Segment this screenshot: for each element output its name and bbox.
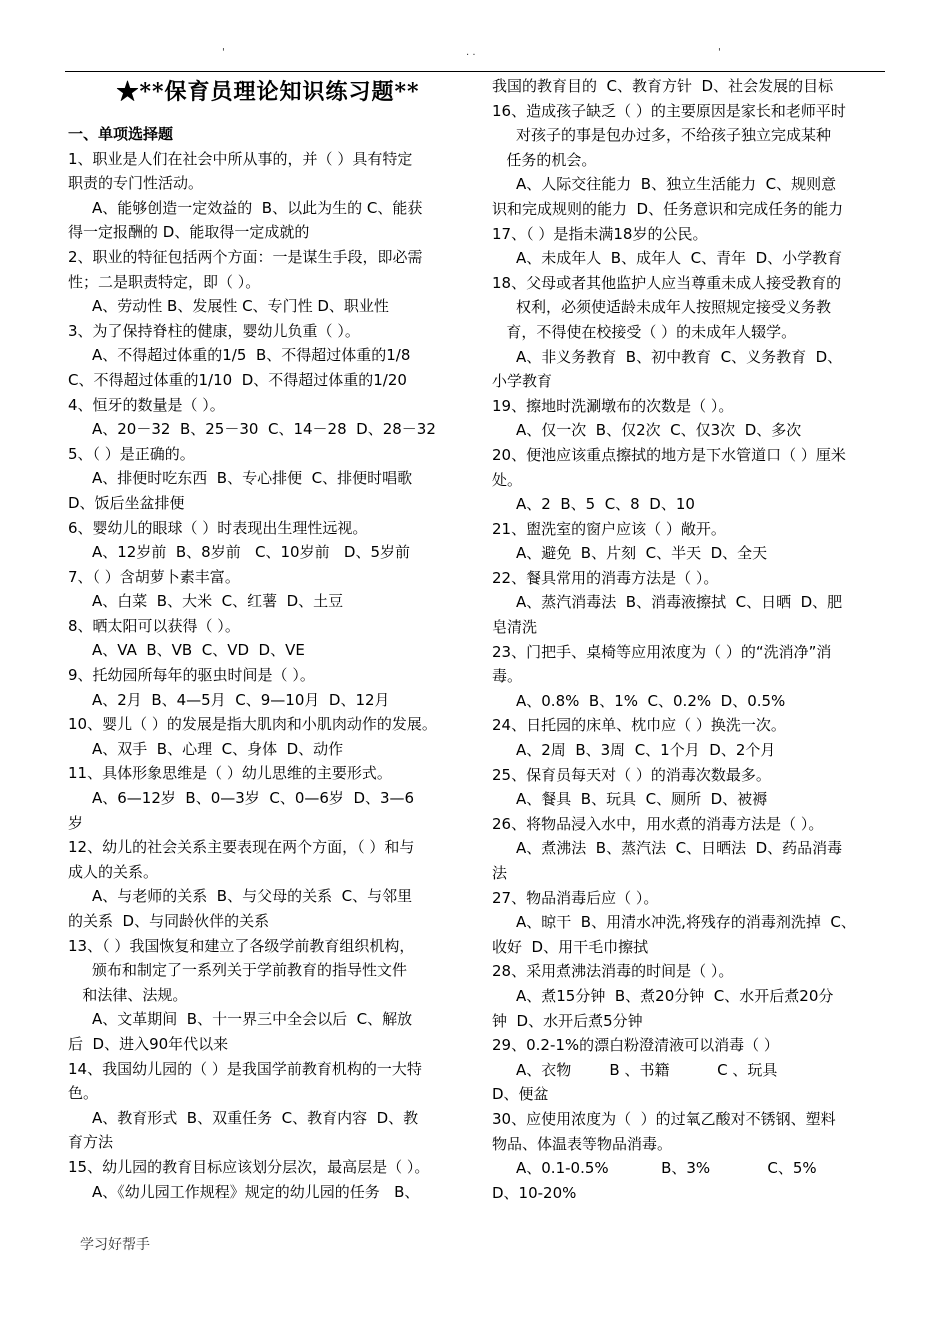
text-line: 色。 xyxy=(68,1084,99,1103)
text-line: 得一定报酬的 D、能取得一定成就的 xyxy=(68,223,310,242)
text-line: 21、盥洗室的窗户应该（ ）敞开。 xyxy=(492,519,726,538)
text-line: 成人的关系。 xyxy=(68,862,159,881)
text-line: A、与老师的关系 B、与父母的关系 C、与邻里 xyxy=(92,887,413,906)
text-line: 6、婴幼儿的眼球（ ）时表现出生理性远视。 xyxy=(68,518,368,537)
text-line: A、2 B、5 C、8 D、10 xyxy=(516,495,695,514)
text-line: 1、职业是人们在社会中所从事的，并（ ）具有特定 xyxy=(68,149,413,168)
text-line: 13、（ ）我国恢复和建立了各级学前教育组织机构， xyxy=(68,936,415,955)
header-mark-center: . . xyxy=(466,47,476,58)
section-heading: 一、单项选择题 xyxy=(68,125,174,143)
text-line: 27、物品消毒后应（ ）。 xyxy=(492,888,659,907)
text-line: 任务的机会。 xyxy=(492,150,597,169)
text-line: 26、将物品浸入水中，用水煮的消毒方法是（ ）。 xyxy=(492,814,824,833)
text-line: A、蒸汽消毒法 B、消毒液擦拭 C、日晒 D、肥 xyxy=(516,593,843,612)
text-line: C、不得超过体重的1/10 D、不得超过体重的1/20 xyxy=(68,370,407,389)
text-line: 8、晒太阳可以获得（ ）。 xyxy=(68,616,240,635)
text-line: 30、应使用浓度为（ ）的过氧乙酸对不锈钢、塑料 xyxy=(492,1109,836,1128)
header-marks xyxy=(0,48,950,62)
text-line: 23、门把手、桌椅等应用浓度为（ ）的“洗消净”消 xyxy=(492,642,832,661)
text-line: 毒。 xyxy=(492,667,523,686)
text-line: 17、（ ）是指未满18岁的公民。 xyxy=(492,224,708,243)
text-line: 15、幼儿园的教育目标应该划分层次，最高层是（ ）。 xyxy=(68,1157,430,1176)
text-line: A、2周 B、3周 C、1个月 D、2个月 xyxy=(516,741,776,760)
text-line: 20、便池应该重点擦拭的地方是下水管道口（ ）厘米 xyxy=(492,445,846,464)
text-line: 11、具体形象思维是（ ）幼儿思维的主要形式。 xyxy=(68,764,392,783)
text-line: 9、托幼园所每年的驱虫时间是（ ）。 xyxy=(68,666,315,685)
text-line: 小学教育 xyxy=(492,372,553,391)
text-line: A、6—12岁 B、0—3岁 C、0—6岁 D、3—6 xyxy=(92,789,415,808)
text-line: A、文革期间 B、十一界三中全会以后 C、解放 xyxy=(92,1010,413,1029)
text-line: 25、保育员每天对（ ）的消毒次数最多。 xyxy=(492,765,771,784)
text-line: A、2月 B、4—5月 C、9—10月 D、12月 xyxy=(92,690,390,709)
text-line: 我国的教育目的 C、教育方针 D、社会发展的目标 xyxy=(492,77,834,95)
text-line: 10、婴儿（ ）的发展是指大肌肉和小肌肉动作的发展。 xyxy=(68,715,437,734)
text-line: 职责的专门性活动。 xyxy=(68,174,204,193)
text-line: 28、采用煮沸法消毒的时间是（ ）。 xyxy=(492,962,734,981)
text-line: 物品、体温表等物品消毒。 xyxy=(492,1134,673,1153)
text-line: D、饭后坐盆排便 xyxy=(68,493,185,512)
text-line: A、煮沸法 B、蒸汽法 C、日晒法 D、药品消毒 xyxy=(516,839,843,858)
text-line: 岁 xyxy=(68,813,84,832)
right-column xyxy=(492,74,892,1205)
text-line: A、餐具 B、玩具 C、厕所 D、被褥 xyxy=(516,790,768,809)
text-line: 处。 xyxy=(492,470,523,489)
text-line: 皂清洗 xyxy=(492,618,538,637)
page-title: ★**保育员理论知识练习题** xyxy=(116,79,420,105)
right-question-list xyxy=(492,74,892,1205)
text-line: 7、（ ）含胡萝卜素丰富。 xyxy=(68,567,240,586)
text-line: 钟 D、水开后煮5分钟 xyxy=(492,1011,643,1030)
text-line: 3、为了保持脊柱的健康，婴幼儿负重（ ）。 xyxy=(68,321,360,340)
text-line: A、白菜 B、大米 C、红薯 D、土豆 xyxy=(92,592,344,611)
text-line: 12、幼儿的社会关系主要表现在两个方面，（ ）和与 xyxy=(68,838,415,857)
text-line: A、《幼儿园工作规程》规定的幼儿园的任务 B、 xyxy=(92,1182,420,1201)
text-line: A、非义务教育 B、初中教育 C、义务教育 D、 xyxy=(516,347,843,366)
text-line: A、排便时吃东西 B、专心排便 C、排便时唱歌 xyxy=(92,469,413,488)
text-line: 18、父母或者其他监护人应当尊重未成人接受教育的 xyxy=(492,273,842,292)
text-line: A、人际交往能力 B、独立生活能力 C、规则意 xyxy=(516,175,837,194)
text-line: 收好 D、用干毛巾擦拭 xyxy=(492,937,649,956)
text-line: D、便盆 xyxy=(492,1085,549,1104)
text-line: A、避免 B、片刻 C、半天 D、全天 xyxy=(516,544,768,563)
text-line: 16、造成孩子缺乏（ ）的主要原因是家长和老师平时 xyxy=(492,101,846,120)
text-line: A、未成年人 B、成年人 C、青年 D、小学教育 xyxy=(516,249,843,268)
text-line: D、10-20% xyxy=(492,1183,577,1202)
text-line: 14、我国幼儿园的（ ）是我国学前教育机构的一大特 xyxy=(68,1059,422,1078)
text-line: A、0.8% B、1% C、0.2% D、0.5% xyxy=(516,691,786,710)
text-line: 和法律、法规。 xyxy=(68,985,188,1004)
text-line: A、12岁前 B、8岁前 C、10岁前 D、5岁前 xyxy=(92,543,410,562)
text-line: 22、餐具常用的消毒方法是（ ）。 xyxy=(492,568,719,587)
text-line: A、不得超过体重的1/5 B、不得超过体重的1/8 xyxy=(92,346,411,365)
text-line: 识和完成规则的能力 D、任务意识和完成任务的能力 xyxy=(492,199,844,218)
left-column xyxy=(68,76,468,1204)
text-line: A、教育形式 B、双重任务 C、教育内容 D、教 xyxy=(92,1108,419,1127)
text-line: 的关系 D、与同龄伙伴的关系 xyxy=(68,912,270,930)
text-line: A、双手 B、心理 C、身体 D、动作 xyxy=(92,739,344,758)
text-line: A、煮15分钟 B、煮20分钟 C、水开后煮20分 xyxy=(516,986,834,1005)
header-mark-right: ' xyxy=(718,47,721,58)
text-line: A、VA B、VB C、VD D、VE xyxy=(92,641,305,660)
text-line: 29、0.2-1%的漂白粉澄清液可以消毒（ ） xyxy=(492,1036,779,1055)
text-line: 4、恒牙的数量是（ ）。 xyxy=(68,395,225,414)
text-line: 对孩子的事是包办过多，不给孩子独立完成某种 xyxy=(516,126,832,145)
text-line: A、衣物 B 、书籍 C 、玩具 xyxy=(516,1060,778,1079)
text-line: 24、日托园的床单、枕巾应（ ）换洗一次。 xyxy=(492,716,786,735)
text-line: 后 D、进入90年代以来 xyxy=(68,1034,229,1053)
text-line: 5、（ ）是正确的。 xyxy=(68,444,195,463)
text-line: A、能够创造一定效益的 B、以此为生的 C、能获 xyxy=(92,198,423,217)
text-line: A、劳动性 B、发展性 C、专门性 D、职业性 xyxy=(92,297,389,316)
text-line: A、0.1-0.5% B、3% C、5% xyxy=(516,1159,817,1178)
header-rule xyxy=(65,71,885,72)
text-line: A、仅一次 B、仅2次 C、仅3次 D、多次 xyxy=(516,421,802,440)
left-question-list xyxy=(68,147,468,1205)
text-line: 权利，必须使适龄未成年人按照规定接受义务教 xyxy=(516,298,832,317)
text-line: 2、职业的特征包括两个方面：一是谋生手段，即必需 xyxy=(68,247,423,266)
text-line: 19、擦地时洗涮墩布的次数是（ ）。 xyxy=(492,396,734,415)
header-mark-left: ' xyxy=(222,47,225,58)
text-line: 法 xyxy=(492,864,508,882)
text-line: A、晾干 B、用清水冲洗,将残存的消毒剂洗掉 C、 xyxy=(516,913,856,932)
page-footer: 学习好帮手 xyxy=(80,1237,150,1253)
text-line: 育方法 xyxy=(68,1133,114,1152)
text-line: 育，不得使在校接受（ ）的未成年人辍学。 xyxy=(492,322,797,341)
text-line: 性；二是职责特定，即（ ）。 xyxy=(68,272,261,291)
text-line: 颁布和制定了一系列关于学前教育的指导性文件 xyxy=(92,961,408,980)
text-line: A、20－32 B、25－30 C、14－28 D、28－32 xyxy=(92,420,436,439)
